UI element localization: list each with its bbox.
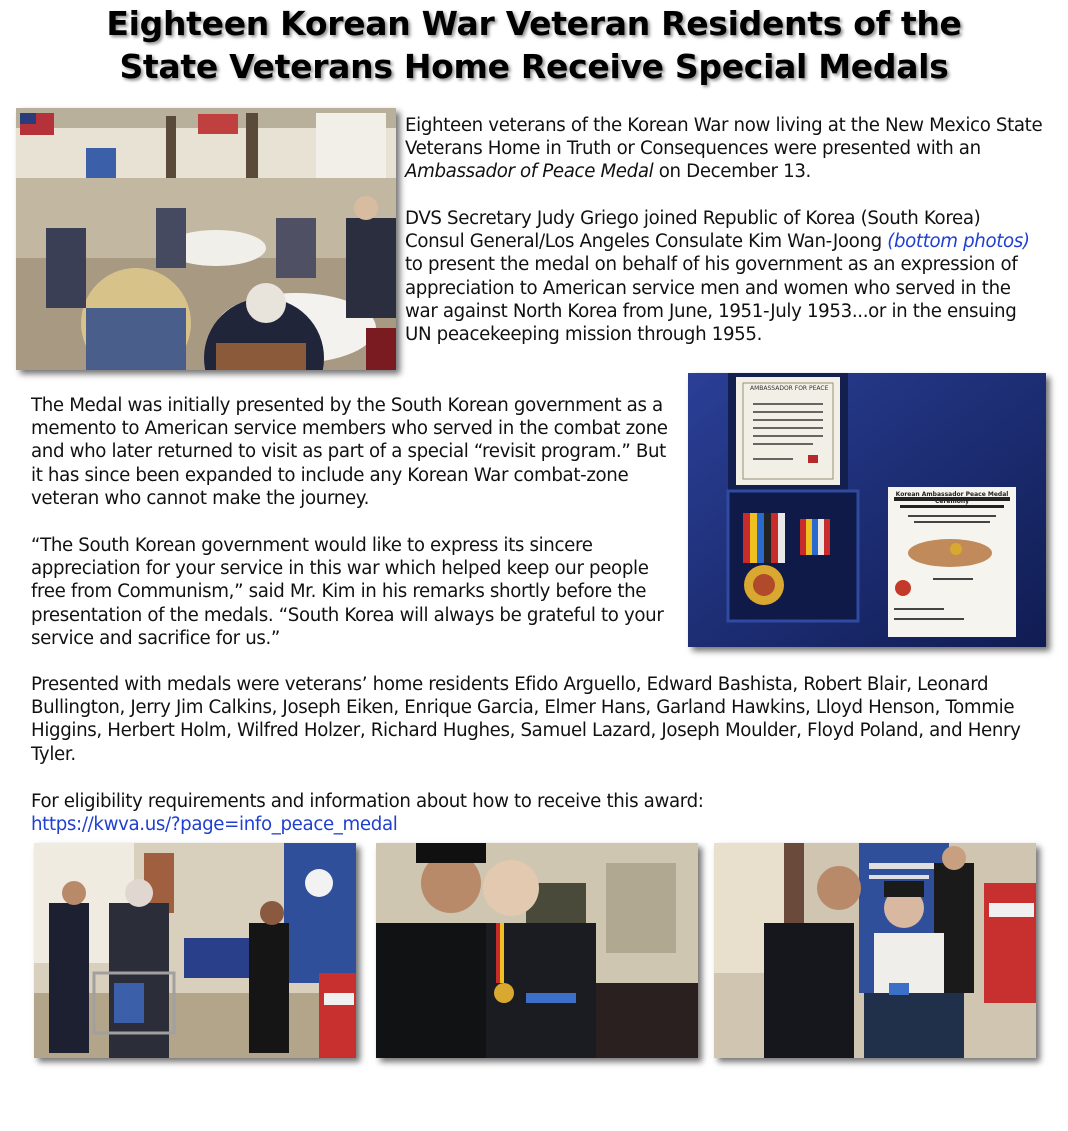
medal-name: Ambassador of Peace Medal	[405, 161, 654, 183]
body-paragraph-medal-history: The Medal was initially presented by the South Korean government as a memento to American service members who served in the combat zone and who later returned to visit as part of a special “revisit program.” But it has since been expanded to include any Korean War combat-zone veteran who cannot make the journey.	[31, 395, 668, 509]
intro-text-1a: Eighteen veterans of the Korean War now living at the New Mexico State Veterans Home in Truth or Consequences were presented with an	[405, 115, 1043, 160]
intro-text-1b: on December 13.	[653, 161, 811, 183]
bottom-photo-3	[714, 843, 1036, 1058]
article-title	[0, 2, 1068, 88]
kwva-peace-medal-link[interactable]: https://kwva.us/?page=info_peace_medal	[31, 814, 398, 836]
bottom-photo-1	[34, 843, 356, 1058]
body-paragraph-quote: “The South Korean government would like to express its sincere appreciation for your service in this war which helped keep our people free from Communism,” said Mr. Kim in his remarks shortly before the presentation of the medals. “South Korea will always be grateful to your service and sacrifice for us.”	[31, 535, 664, 649]
title-line-1: Eighteen Korean War Veteran Residents of the	[106, 4, 962, 43]
medal-case-photo	[688, 373, 1046, 647]
eligibility-text: For eligibility requirements and information about how to receive this award:	[31, 791, 704, 812]
body-paragraph-recipients: Presented with medals were veterans’ home residents Efido Arguello, Edward Bashista, Robert Blair, Leonard Bullington, Jerry Jim Calkins, Joseph Eiken, Enrique Garcia, Elmer Hans, Garland Hawkins, Lloyd Henson, Tommie Higgins, Herbert Holm, Wilfred Holzer, Richard Hughes, Samuel Lazard, Joseph Moulder, Floyd Poland, and Henry Tyler.	[31, 674, 1021, 765]
bottom-photo-2	[376, 843, 698, 1058]
intro-paragraph-2	[405, 207, 1043, 346]
dining-hall-photo	[16, 108, 396, 370]
program-title: Korean Ambassador Peace Medal Ceremony	[895, 491, 1009, 505]
body-paragraph-eligibility	[31, 790, 1031, 836]
intro-paragraph-1	[405, 114, 1045, 184]
bottom-photos-note: (bottom photos)	[887, 231, 1030, 253]
intro-text-2b: to present the medal on behalf of his government as an expression of appreciation to American service men and women who served in the war against North Korea from June, 1951-July 1953...or in the ensuing UN peacekeeping mission through 1955.	[405, 254, 1018, 346]
certificate-title: AMBASSADOR FOR PEACE	[750, 385, 829, 392]
intro-text-2a: DVS Secretary Judy Griego joined Republic of Korea (South Korea) Consul General/Los Angeles Consulate Kim Wan-Joong	[405, 208, 981, 253]
title-line-2: State Veterans Home Receive Special Medals	[119, 47, 949, 86]
